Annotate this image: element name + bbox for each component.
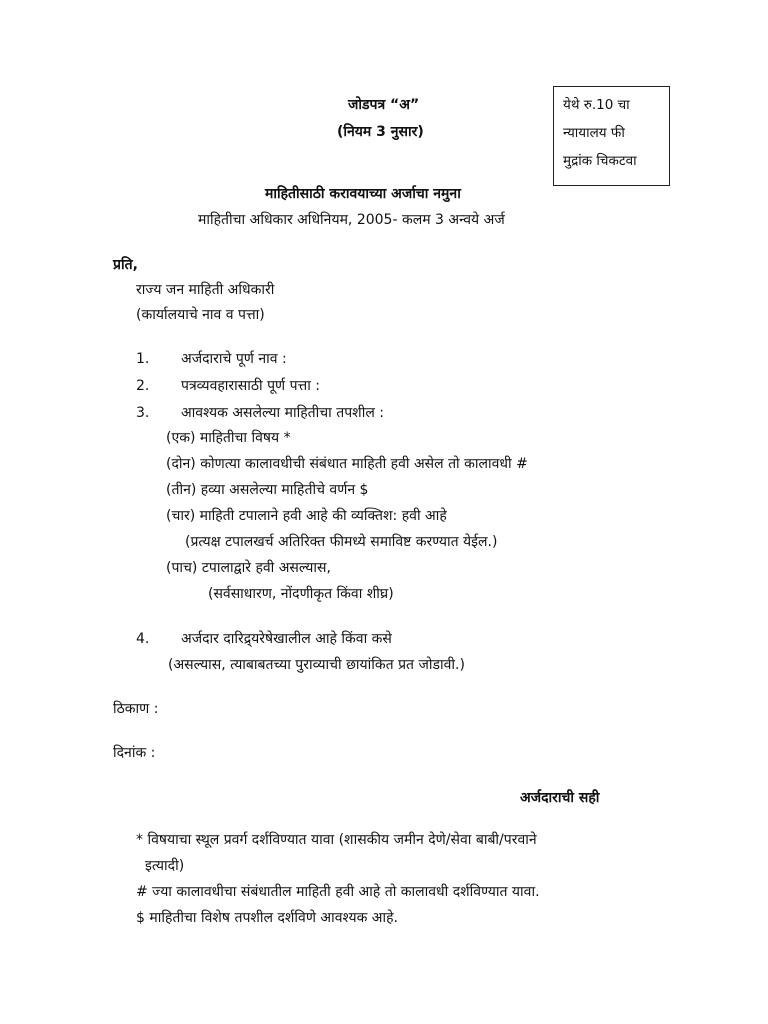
addressee-office: (कार्यालयाचे नाव व पत्ता): [136, 307, 265, 323]
item-info-details: आवश्यक असलेल्या माहितीचा तपशील :: [181, 405, 384, 421]
rule-reference: (नियम 3 नुसार): [337, 124, 424, 140]
item-number: 4.: [136, 631, 150, 647]
sub-item-ek: (एक) माहितीचा विषय *: [166, 430, 291, 446]
stamp-line-3: मुद्रांक चिकटवा: [563, 153, 637, 169]
sub-item-char: (चार) माहिती टपालाने हवी आहे की व्यक्तिश: हवी आहे: [166, 508, 447, 524]
stamp-line-1: येथे रु.10 चा: [563, 97, 630, 113]
sub-item-don: (दोन) कोणत्या कालावधीची संबंधात माहिती हवी असेल तो कालावधी #: [166, 456, 528, 472]
addressee-prati: प्रति,: [113, 257, 138, 273]
sub-item-pach-note: (सर्वसाधारण, नोंदणीकृत किंवा शीघ्र): [208, 586, 394, 602]
sub-item-pach: (पाच) टपालाद्वारे हवी असल्यास,: [166, 560, 331, 576]
item-applicant-name: अर्जदाराचे पूर्ण नाव :: [181, 351, 287, 367]
court-fee-stamp-box: [553, 86, 670, 186]
annexure-heading: जोडपत्र “अ”: [348, 97, 420, 113]
item-address: पत्रव्यवहारासाठी पूर्ण पत्ता :: [181, 378, 321, 394]
note-star-line-1: * विषयाचा स्थूल प्रवर्ग दर्शविण्यात यावा (शासकीय जमीन देणे/सेवा बाबी/परवाने: [136, 832, 537, 848]
addressee-officer: राज्य जन माहिती अधिकारी: [136, 282, 275, 298]
item-number: 3.: [136, 405, 150, 421]
act-line: माहितीचा अधिकार अधिनियम, 2005- कलम 3 अन्वये अर्ज: [198, 212, 505, 228]
item-bpl: अर्जदार दारिद्र्यरेषेखालील आहे किंवा कसे: [181, 631, 392, 647]
date-label: दिनांक :: [113, 745, 156, 761]
item-number: 2.: [136, 378, 150, 394]
stamp-line-2: न्यायालय फी: [563, 125, 625, 141]
form-title: माहितीसाठी करावयाच्या अर्जाचा नमुना: [265, 186, 461, 202]
place-label: ठिकाण :: [113, 701, 159, 717]
applicant-signature-label: अर्जदाराची सही: [520, 790, 600, 806]
note-hash: # ज्या कालावधीचा संबंधातील माहिती हवी आहे तो कालावधी दर्शविण्यात यावा.: [136, 884, 540, 900]
item-number: 1.: [136, 351, 150, 367]
note-dollar: $ माहितीचा विशेष तपशील दर्शविणे आवश्यक आहे.: [136, 910, 398, 926]
note-star-line-2: इत्यादी): [145, 858, 185, 874]
sub-item-teen: (तीन) हव्या असलेल्या माहितीचे वर्णन $: [166, 482, 369, 498]
item-bpl-note: (असल्यास, त्याबाबतच्या पुराव्याची छायांकित प्रत जोडावी.): [168, 657, 465, 673]
sub-item-char-note: (प्रत्यक्ष टपालखर्च अतिरिक्त फीमध्ये समाविष्ट करण्यात येईल.): [185, 534, 498, 550]
